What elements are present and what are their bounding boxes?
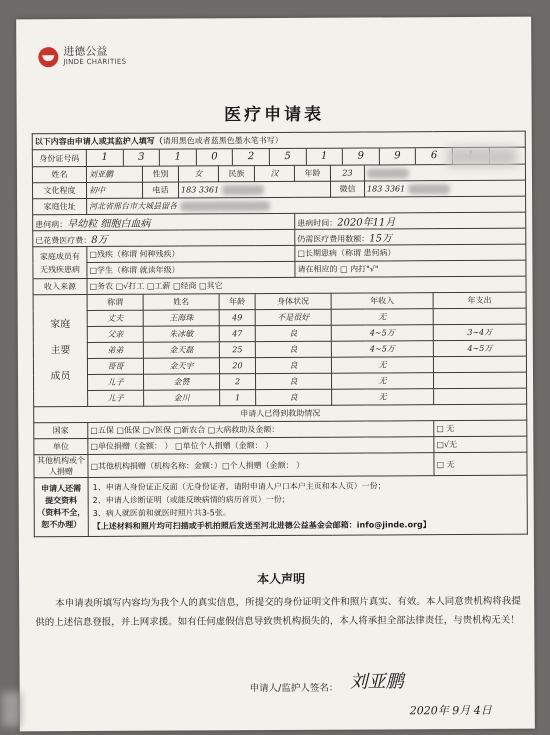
age-field[interactable]: 23: [330, 165, 364, 181]
member-name[interactable]: 金川: [144, 390, 220, 406]
member-age[interactable]: 25: [219, 342, 255, 358]
student-option[interactable]: □学生（称谓 就读年级）: [87, 261, 295, 278]
unit-aid-options[interactable]: □单位捐赠（金额： ） □单位个人捐赠（金额： ）: [88, 437, 434, 455]
family-members-label: 家庭 主要 成员: [33, 294, 88, 406]
required-doc-3: 3、病人就医前和就医时照片共3-5张。: [92, 508, 231, 518]
required-doc-1: 1、申请人身份证正反面（无身份证者，请附申请人户口本户主页和本人页）一份；: [92, 481, 386, 492]
declaration-text: 本申请表所填写内容均为我个人的真实信息，所提交的身份证明文件和照片真实、有效。本人同意贵机构将我提供的上述信息登报，并上网求援。如有任何虚假信息导致贵机构损失的，本人将承担全部法律责任，与贵机构无关！: [35, 595, 521, 629]
need-field[interactable]: 15万: [369, 233, 393, 245]
members-header-relation: 称谓: [87, 294, 143, 310]
name-field[interactable]: 刘亚鹏: [86, 166, 142, 182]
address-label: 家庭住址: [33, 198, 87, 214]
member-income[interactable]: 无: [332, 389, 434, 406]
applicant-signature[interactable]: 刘亚鹏: [349, 671, 404, 693]
state-aid-options[interactable]: □五保 □低保 □√医保 □新农合 □大病救助及金额：: [88, 421, 434, 439]
education-field[interactable]: 初中: [86, 182, 142, 198]
phone-redaction-blur: [222, 185, 264, 195]
other-aid-options[interactable]: □其他机构捐赠（机构名称：金额：）□个人捐赠（金额： ）: [88, 453, 434, 478]
member-income[interactable]: 4~5万: [331, 341, 433, 358]
member-health[interactable]: 良: [255, 357, 331, 373]
education-label: 文化程度: [32, 182, 86, 198]
declaration-section: [35, 569, 527, 633]
member-relation[interactable]: 丈夫: [87, 310, 143, 326]
spent-label: 已花费医疗费：: [35, 235, 92, 246]
member-name[interactable]: 金赞: [143, 374, 219, 390]
id-number-label: 身份证号码: [32, 149, 86, 166]
other-aid-none-option[interactable]: □ 无: [434, 452, 527, 475]
member-expense[interactable]: 3~4万: [433, 324, 526, 340]
disease-label: 患何病：: [35, 220, 68, 230]
address-redaction-blur: [180, 201, 270, 211]
member-health[interactable]: 良: [255, 325, 331, 341]
ethnic-field[interactable]: 汉: [254, 165, 294, 181]
member-income[interactable]: 无: [331, 357, 433, 374]
name-label: 姓名: [32, 166, 86, 182]
member-relation[interactable]: 儿子: [87, 374, 143, 390]
phone-field[interactable]: 183 3361: [178, 181, 330, 198]
unit-aid-none-option[interactable]: □√无: [434, 436, 527, 452]
member-expense[interactable]: [433, 372, 526, 388]
application-table: [32, 131, 528, 538]
wechat-label: 微信: [330, 181, 364, 197]
member-age[interactable]: 47: [219, 326, 255, 342]
member-age[interactable]: 1: [220, 390, 256, 406]
member-name[interactable]: 朱冰敏: [143, 326, 219, 342]
member-name[interactable]: 王海珠: [143, 310, 219, 326]
member-expense[interactable]: [433, 356, 526, 372]
disease-time-row: [295, 212, 526, 229]
member-health[interactable]: 良: [255, 373, 331, 389]
age-label: 年龄: [294, 165, 330, 181]
spent-row: [33, 229, 295, 246]
submission-email-note: 【上述材料和照片均可扫描或手机拍照后发送至河北进德公益基金会邮箱：info@jinde.org】: [92, 520, 431, 531]
member-health[interactable]: 良: [255, 341, 331, 357]
longterm-illness-option[interactable]: □长期患病（称谓 患何病）: [295, 244, 526, 261]
check-hint: 请在相应的 □ 内打"√": [295, 260, 526, 277]
need-label: 仍需医疗费用数额：: [297, 234, 370, 244]
declaration-title: 本人声明: [257, 571, 306, 587]
jinde-logo: [38, 46, 126, 67]
required-docs-list: [88, 475, 527, 536]
logo-english-name: JINDE CHARITIES: [63, 57, 127, 67]
signature-label: 申请人/监护人签名：: [249, 682, 339, 695]
disease-field[interactable]: 早幼粒 细胞白血病: [67, 218, 151, 231]
member-expense[interactable]: 4~5万: [433, 340, 526, 356]
member-income[interactable]: 4~5万: [331, 325, 433, 342]
state-aid-none-option[interactable]: □ 无: [434, 420, 527, 436]
corner-redaction-blur: [2, 692, 20, 726]
member-age[interactable]: 49: [219, 310, 255, 326]
member-relation[interactable]: 儿子: [88, 390, 144, 406]
member-expense[interactable]: [434, 388, 527, 404]
member-income[interactable]: 无: [331, 309, 433, 326]
redaction-blur: [447, 147, 517, 167]
aid-received-header: 申请人已得到救助情况: [34, 404, 527, 423]
members-header-name: 姓名: [143, 294, 219, 310]
address-field[interactable]: 河北省邢台市大城县留各: [87, 196, 526, 214]
member-age[interactable]: 2: [219, 374, 255, 390]
member-relation[interactable]: 父亲: [87, 326, 143, 342]
fill-instruction: 以下内容由申请人或其监护人填写（请用黑色或者蓝黑色墨水笔书写）: [32, 131, 525, 150]
application-form-paper: [16, 17, 535, 732]
signature-date[interactable]: 2020年 9月 4日: [409, 703, 492, 718]
disease-time-field[interactable]: 2020年11月: [337, 217, 396, 229]
form-title: 医疗申请表: [224, 104, 325, 126]
gender-label: 性别: [142, 166, 178, 182]
member-name[interactable]: 金天磊: [143, 342, 219, 358]
wechat-field[interactable]: 183 3361: [364, 180, 525, 197]
disabled-option[interactable]: □残疾（称谓 何种残疾）: [87, 245, 295, 262]
unit-aid-label: 单位: [34, 438, 88, 454]
other-aid-label: 其他机构或个 人捐赠: [34, 454, 88, 477]
jinde-logo-mark-icon: [38, 47, 58, 67]
member-health[interactable]: 不是很好: [255, 309, 331, 325]
ethnic-label: 民族: [218, 166, 254, 182]
spent-field[interactable]: 8万: [91, 234, 108, 246]
disease-time-label: 患病时间：: [297, 218, 338, 228]
wechat-redaction-blur: [408, 184, 450, 194]
members-header-age: 年龄: [219, 294, 255, 310]
disease-row: [33, 213, 295, 230]
members-header-expense: 年支出: [433, 292, 526, 308]
need-row: [295, 228, 526, 245]
member-age[interactable]: 20: [219, 358, 255, 374]
member-relation[interactable]: 弟弟: [87, 342, 143, 358]
state-aid-label: 国家: [34, 422, 88, 438]
member-health[interactable]: 良: [256, 389, 332, 405]
income-source-label: 收入来源: [33, 278, 87, 294]
member-relation[interactable]: 哥哥: [87, 358, 143, 374]
required-doc-2: 2、申请人诊断证明（或能反映病情的病历首页）一份；: [92, 494, 290, 505]
member-expense[interactable]: [433, 308, 526, 324]
gender-field[interactable]: 女: [178, 166, 218, 182]
id-number-field[interactable]: 1 3 1 0 2 5 1 9 9 6: [86, 147, 525, 166]
member-income[interactable]: 无: [331, 373, 433, 390]
required-docs-label: 申请人还需 提交资料 （资料不全， 恕不办理）: [34, 477, 88, 536]
income-source-options[interactable]: □务农 □√打工 □工薪 □经商 □其它: [87, 276, 526, 294]
members-header-income: 年收入: [331, 293, 433, 310]
members-header-health: 身体状况: [255, 293, 331, 309]
member-name[interactable]: 金天宇: [143, 358, 219, 374]
logo-chinese-name: 进德公益: [63, 44, 108, 59]
family-sick-label: 家庭成员有 无残疾患病: [33, 246, 87, 278]
redaction-blur: [367, 168, 409, 178]
phone-label: 电话: [142, 182, 178, 198]
